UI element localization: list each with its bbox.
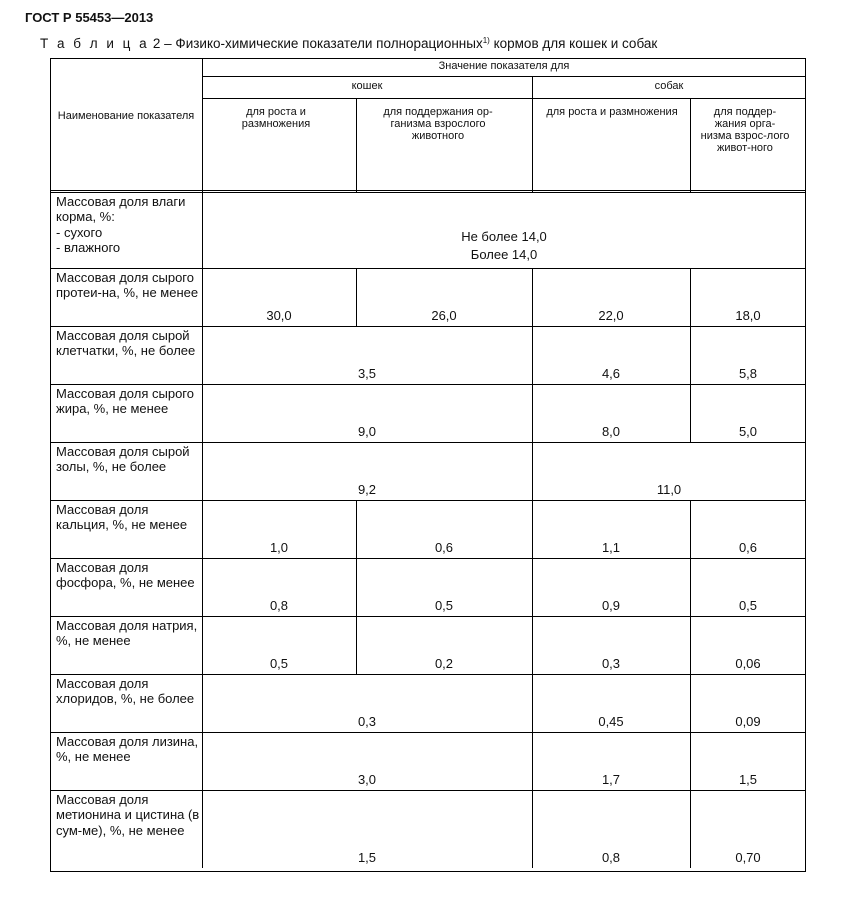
table-rule bbox=[356, 616, 357, 674]
table-rule bbox=[805, 58, 806, 872]
indicator-name: Массовая доля натрия, %, не менее bbox=[56, 618, 198, 649]
table-rule bbox=[356, 268, 357, 326]
table-rule bbox=[690, 732, 691, 790]
value-group-header: Значение показателя для bbox=[438, 60, 570, 72]
table-rule bbox=[690, 558, 691, 616]
cats-merged-value: 1,5 bbox=[357, 850, 377, 865]
dogs-adult-value: 0,5 bbox=[738, 598, 758, 613]
table-rule bbox=[690, 674, 691, 732]
cats-merged-value: 9,2 bbox=[357, 482, 377, 497]
table-rule bbox=[356, 558, 357, 616]
table-rule bbox=[356, 500, 357, 558]
merged-value-line: Более 14,0 bbox=[470, 247, 538, 262]
dogs-header: собак bbox=[654, 80, 684, 92]
dogs-growth-value: 1,7 bbox=[601, 772, 621, 787]
dogs-growth-value: 0,9 bbox=[601, 598, 621, 613]
table-rule bbox=[690, 98, 691, 192]
table-rule bbox=[50, 871, 806, 872]
cats-growth-value: 30,0 bbox=[266, 308, 292, 323]
dogs-growth-header: для роста и размножения bbox=[546, 106, 678, 118]
table-rule bbox=[50, 732, 806, 733]
dogs-adult-value: 18,0 bbox=[735, 308, 761, 323]
dogs-adult-value: 5,0 bbox=[738, 424, 758, 439]
cats-adult-header: для поддержания ор-ганизма взрослого животного bbox=[383, 106, 493, 142]
table-rule bbox=[50, 442, 806, 443]
table-rule bbox=[50, 326, 806, 327]
table-rule bbox=[50, 790, 806, 791]
cats-adult-value: 0,5 bbox=[434, 598, 454, 613]
table-rule bbox=[202, 58, 203, 192]
table-rule bbox=[532, 76, 533, 192]
table-rule bbox=[690, 790, 691, 868]
cats-header: кошек bbox=[351, 80, 383, 92]
table-rule bbox=[202, 98, 806, 99]
cats-adult-value: 0,6 bbox=[434, 540, 454, 555]
table-rule bbox=[50, 190, 806, 191]
indicator-name: Массовая доля фосфора, %, не менее bbox=[56, 560, 195, 591]
dogs-growth-value: 8,0 bbox=[601, 424, 621, 439]
name-column-header: Наименование показателя bbox=[57, 110, 195, 122]
indicator-name: Массовая доля влаги корма, %: - сухого - влажного bbox=[56, 194, 186, 255]
table-rule bbox=[202, 76, 806, 77]
cats-merged-value: 3,5 bbox=[357, 366, 377, 381]
caption-text: 2 – Физико-химические показатели полнорационных bbox=[149, 36, 483, 51]
merged-value-line: Не более 14,0 bbox=[461, 229, 547, 244]
dogs-growth-value: 4,6 bbox=[601, 366, 621, 381]
dogs-growth-value: 1,1 bbox=[601, 540, 621, 555]
document-id: ГОСТ Р 55453—2013 bbox=[25, 10, 154, 25]
dogs-growth-value: 0,45 bbox=[598, 714, 624, 729]
table-rule bbox=[690, 268, 691, 326]
table-rule bbox=[690, 326, 691, 384]
cats-merged-value: 0,3 bbox=[357, 714, 377, 729]
cats-adult-value: 26,0 bbox=[431, 308, 457, 323]
indicator-name: Массовая доля сырого протеи-на, %, не менее bbox=[56, 270, 199, 301]
indicator-name: Массовая доля кальция, %, не менее bbox=[56, 502, 188, 533]
indicator-name: Массовая доля сырой золы, %, не более bbox=[56, 444, 190, 475]
table-rule bbox=[50, 268, 806, 269]
dogs-growth-value: 0,3 bbox=[601, 656, 621, 671]
dogs-growth-value: 22,0 bbox=[598, 308, 624, 323]
merged-value bbox=[202, 228, 806, 264]
indicator-name: Массовая доля метионина и цистина (в сум-ме), %, не менее bbox=[56, 792, 200, 838]
dogs-adult-value: 1,5 bbox=[738, 772, 758, 787]
table-rule bbox=[50, 58, 806, 59]
table-caption bbox=[40, 36, 657, 51]
dogs-adult-header: для поддер-жания орга-низма взрос-лого живот-ного bbox=[700, 106, 790, 154]
table-rule bbox=[690, 384, 691, 442]
table-rule bbox=[690, 616, 691, 674]
dogs-growth-value: 0,8 bbox=[601, 850, 621, 865]
table-rule bbox=[50, 558, 806, 559]
table-rule bbox=[50, 616, 806, 617]
dogs-adult-value: 5,8 bbox=[738, 366, 758, 381]
cats-adult-value: 0,2 bbox=[434, 656, 454, 671]
table-rule bbox=[690, 500, 691, 558]
cats-growth-value: 1,0 bbox=[269, 540, 289, 555]
table-rule bbox=[50, 674, 806, 675]
caption-prefix: Т а б л и ц а bbox=[40, 36, 150, 51]
cats-growth-value: 0,8 bbox=[269, 598, 289, 613]
cats-growth-value: 0,5 bbox=[269, 656, 289, 671]
table-rule bbox=[50, 500, 806, 501]
caption-suffix: кормов для кошек и собак bbox=[489, 36, 658, 51]
dogs-adult-value: 0,70 bbox=[735, 850, 761, 865]
indicators-table bbox=[50, 58, 806, 872]
indicator-name: Массовая доля сырого жира, %, не менее bbox=[56, 386, 194, 417]
cats-growth-header: для роста и размножения bbox=[241, 106, 311, 130]
indicator-name: Массовая доля сырой клетчатки, %, не более bbox=[56, 328, 196, 359]
dogs-adult-value: 0,09 bbox=[735, 714, 761, 729]
dogs-merged-value: 11,0 bbox=[656, 482, 682, 497]
indicator-name: Массовая доля хлоридов, %, не более bbox=[56, 676, 195, 707]
table-rule bbox=[356, 98, 357, 192]
cats-merged-value: 3,0 bbox=[357, 772, 377, 787]
footnote-mark: 1) bbox=[482, 36, 490, 45]
dogs-adult-value: 0,6 bbox=[738, 540, 758, 555]
indicator-name: Массовая доля лизина, %, не менее bbox=[56, 734, 199, 765]
cats-merged-value: 9,0 bbox=[357, 424, 377, 439]
dogs-adult-value: 0,06 bbox=[735, 656, 761, 671]
table-rule bbox=[50, 384, 806, 385]
